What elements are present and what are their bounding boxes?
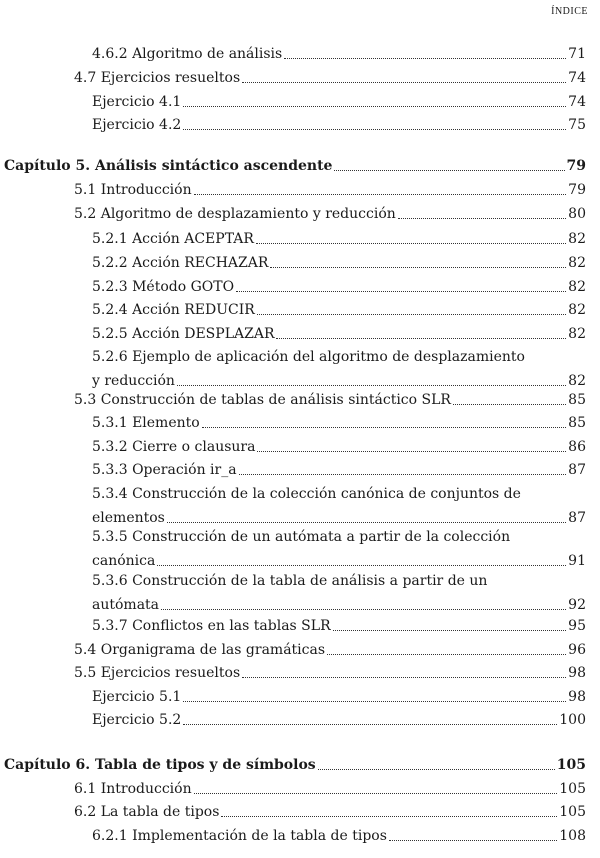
toc-entry[interactable] xyxy=(92,460,586,480)
dot-leader xyxy=(177,385,566,386)
toc-page-number: 105 xyxy=(559,804,586,820)
toc-page-number: 98 xyxy=(568,689,586,705)
toc-page-number: 87 xyxy=(568,462,586,478)
toc-page-number: 92 xyxy=(568,596,586,613)
dot-leader xyxy=(276,338,566,339)
toc-entry-text: 5.1 Introducción xyxy=(74,182,192,198)
dot-leader xyxy=(257,451,566,452)
toc-entry[interactable] xyxy=(92,437,586,457)
toc-entry[interactable] xyxy=(92,277,586,297)
toc-entry-text: 5.5 Ejercicios resueltos xyxy=(74,665,241,681)
toc-entry[interactable] xyxy=(92,253,586,273)
toc-page-number: 82 xyxy=(568,326,586,342)
toc-entry[interactable] xyxy=(74,68,586,88)
toc-entry[interactable] xyxy=(92,229,586,249)
toc-entry-text: 6.2 La tabla de tipos xyxy=(74,804,220,820)
dot-leader xyxy=(194,793,558,794)
toc-entry[interactable] xyxy=(92,826,586,846)
toc-entry-text: 5.2 Algoritmo de desplazamiento y reducción xyxy=(74,206,396,222)
toc-entry[interactable] xyxy=(92,413,586,433)
toc-entry-text: 6.2.1 Implementación de la tabla de tipos xyxy=(92,828,387,844)
toc-entry[interactable] xyxy=(92,595,586,615)
toc-chapter-entry[interactable] xyxy=(4,755,586,775)
toc-entry-text: Ejercicio 5.2 xyxy=(92,712,182,728)
dot-leader xyxy=(236,291,566,292)
dot-leader xyxy=(256,243,566,244)
toc-page-number: 105 xyxy=(559,781,586,797)
toc-entry-text: 4.6.2 Algoritmo de análisis xyxy=(92,46,283,62)
toc-entry[interactable] xyxy=(92,324,586,344)
toc-entry-text: 5.2.2 Acción RECHAZAR xyxy=(92,255,269,271)
dot-leader xyxy=(183,701,566,702)
toc-entry[interactable] xyxy=(74,640,586,660)
dot-leader xyxy=(242,82,566,83)
toc-entry[interactable] xyxy=(92,710,586,730)
toc-entry[interactable] xyxy=(74,779,586,799)
toc-entry-text: 5.4 Organigrama de las gramáticas xyxy=(74,642,326,658)
toc-page-number: 74 xyxy=(568,94,586,110)
toc-entry-text: 5.3.6 Construcción de la tabla de análisis a partir de un xyxy=(92,573,488,589)
toc-page-number: 82 xyxy=(568,372,586,389)
toc-page-number: 75 xyxy=(568,117,586,133)
toc-entry-text: 5.3 Construcción de tablas de análisis sintáctico SLR xyxy=(74,392,451,408)
dot-leader xyxy=(221,816,557,817)
dot-leader xyxy=(202,427,566,428)
toc-entry-text: Capítulo 5. Análisis sintáctico ascendente xyxy=(4,158,333,174)
toc-entry-text: 4.7 Ejercicios resueltos xyxy=(74,70,241,86)
toc-entry[interactable] xyxy=(74,663,586,683)
dot-leader xyxy=(453,404,566,405)
toc-entry[interactable] xyxy=(92,92,586,112)
toc-chapter-entry[interactable] xyxy=(4,156,586,176)
toc-page-number: 79 xyxy=(568,182,586,198)
toc-page-number: 87 xyxy=(568,509,586,526)
dot-leader xyxy=(194,194,567,195)
toc-entry-text: autómata xyxy=(92,596,160,613)
toc-page-number: 79 xyxy=(566,158,586,174)
toc-entry-text: Ejercicio 4.2 xyxy=(92,117,182,133)
dot-leader xyxy=(157,565,566,566)
toc-entry-text: Capítulo 6. Tabla de tipos y de símbolos xyxy=(4,757,316,773)
dot-leader xyxy=(183,724,557,725)
toc-page-number: 100 xyxy=(559,712,586,728)
toc-entry-text: 5.2.3 Método GOTO xyxy=(92,279,235,295)
toc-entry[interactable] xyxy=(74,802,586,822)
toc-page-number: 105 xyxy=(556,757,586,773)
dot-leader xyxy=(257,314,566,315)
toc-entry-text: elementos xyxy=(92,509,165,526)
dot-leader xyxy=(389,840,557,841)
toc-entry-text: 5.3.5 Construcción de un autómata a partir de la colección xyxy=(92,529,511,545)
dot-leader xyxy=(239,474,567,475)
toc-entry[interactable] xyxy=(92,115,586,135)
toc-page-number: 82 xyxy=(568,255,586,271)
toc-entry[interactable] xyxy=(92,616,586,636)
toc-entry-text: 5.2.1 Acción ACEPTAR xyxy=(92,231,254,247)
toc-entry[interactable] xyxy=(92,44,586,64)
toc-entry[interactable] xyxy=(74,180,586,200)
toc-entry-text: 5.3.4 Construcción de la colección canónica de conjuntos de xyxy=(92,486,521,502)
toc-entry[interactable] xyxy=(74,204,586,224)
toc-page-number: 85 xyxy=(568,415,586,431)
toc-entry-text: 6.1 Introducción xyxy=(74,781,192,797)
toc-entry-text: 5.3.1 Elemento xyxy=(92,415,200,431)
toc-page-number: 74 xyxy=(568,70,586,86)
toc-entry[interactable] xyxy=(92,300,586,320)
toc-entry[interactable] xyxy=(74,390,586,410)
toc-page-number: 82 xyxy=(568,302,586,318)
toc-entry[interactable] xyxy=(92,687,586,707)
dot-leader xyxy=(270,267,566,268)
toc-page-number: 96 xyxy=(568,642,586,658)
toc-page-number: 91 xyxy=(568,552,586,569)
dot-leader xyxy=(398,218,566,219)
toc-entry-text: 5.3.2 Cierre o clausura xyxy=(92,439,256,455)
toc-page-number: 95 xyxy=(568,618,586,634)
toc-entry-text: 5.2.5 Acción DESPLAZAR xyxy=(92,326,275,342)
running-header: ÍNDICE xyxy=(551,6,588,17)
toc-page-number: 80 xyxy=(568,206,586,222)
toc-entry-text: 5.2.4 Acción REDUCIR xyxy=(92,302,255,318)
dot-leader xyxy=(334,170,564,171)
toc-entry[interactable] xyxy=(92,551,586,571)
toc-entry-text: y reducción xyxy=(92,372,175,389)
dot-leader xyxy=(183,106,566,107)
toc-page-number: 71 xyxy=(568,46,586,62)
dot-leader xyxy=(167,522,566,523)
toc-page-number: 82 xyxy=(568,279,586,295)
toc-entry-text: 5.2.6 Ejemplo de aplicación del algoritmo de desplazamiento xyxy=(92,349,525,365)
toc-page-number: 108 xyxy=(559,828,586,844)
toc-entry-text: canónica xyxy=(92,552,156,569)
toc-entry[interactable] xyxy=(92,508,586,528)
toc-page-number: 85 xyxy=(568,392,586,408)
toc-page-number: 82 xyxy=(568,231,586,247)
dot-leader xyxy=(183,129,566,130)
toc-entry[interactable] xyxy=(92,371,586,391)
dot-leader xyxy=(242,677,566,678)
dot-leader xyxy=(318,769,555,770)
toc-entry-text: Ejercicio 5.1 xyxy=(92,689,182,705)
toc-entry-text: 5.3.7 Conflictos en las tablas SLR xyxy=(92,618,331,634)
dot-leader xyxy=(161,609,566,610)
toc-page-number: 98 xyxy=(568,665,586,681)
toc-entry-text: 5.3.3 Operación ir_a xyxy=(92,462,237,478)
dot-leader xyxy=(333,630,567,631)
toc-entry-text: Ejercicio 4.1 xyxy=(92,94,182,110)
dot-leader xyxy=(327,654,566,655)
toc-page-number: 86 xyxy=(568,439,586,455)
dot-leader xyxy=(284,58,566,59)
